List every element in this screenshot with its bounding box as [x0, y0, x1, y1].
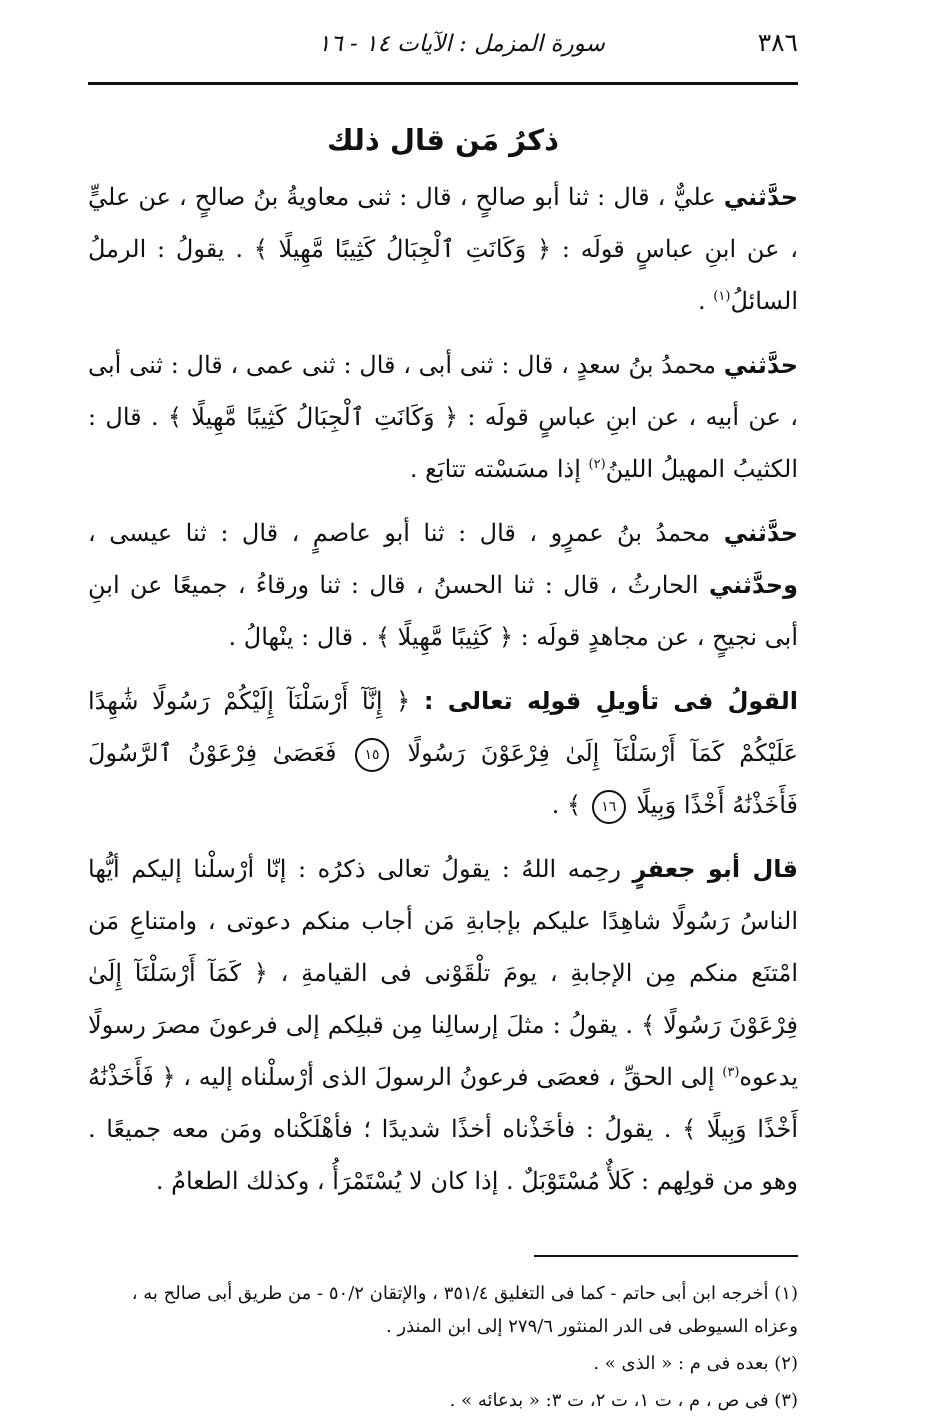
- running-title: سورة المزمل : الآيات ١٤ - ١٦: [318, 31, 605, 57]
- header-rule: [88, 82, 798, 85]
- footnote-ref: (٢): [588, 457, 606, 472]
- tafsir-heading: القولُ فى تأويلِ قولِه تعالى :: [423, 687, 798, 715]
- paragraph-4: القولُ فى تأويلِ قولِه تعالى : ﴿ إِنَّآ أَرْسَلْنَآ إِلَيْكُمْ رَسُولًا شَٰهِدًا عَلَيْكُمْ كَمَآ أَرْسَلْنَآ إِلَىٰ فِرْعَوْنَ رَسُولًا ١٥ فَعَصَىٰ فِرْعَوْنُ ٱلرَّسُولَ فَأَخَذْنَٰهُ أَخْذًا وَبِيلًا ١٦ ﴾ .: [88, 675, 798, 831]
- footnote-ref: (٣): [722, 1065, 740, 1080]
- quran-quote: ﴿ وَكَانَتِ ٱلْجِبَالُ كَثِيبًا مَّهِيلًا ﴾: [167, 403, 459, 431]
- footnote-3: (٣) فى ص ، م ، ت ١، ت ٢، ت ٣: « بدعائه » .: [449, 1390, 798, 1411]
- chain-lead-2: وحدَّثني: [708, 571, 798, 599]
- quran-quote: ﴿ وَكَانَتِ ٱلْجِبَالُ كَثِيبًا مَّهِيلًا ﴾: [253, 235, 552, 263]
- quran-quote: فَعَصَىٰ فِرْعَوْنُ ٱلرَّسُولَ فَأَخَذْنَٰهُ أَخْذًا وَبِيلًا: [88, 739, 798, 819]
- author-lead: قال أبو جعفرٍ: [632, 855, 798, 883]
- footnotes: [88, 1277, 798, 1417]
- ayah-number-marker: ١٦: [592, 790, 626, 824]
- page-number: ٣٨٦: [757, 28, 798, 57]
- quran-quote: ﴿ كَمَآ أَرْسَلْنَآ إِلَىٰ فِرْعَوْنَ رَسُولًا ﴾: [88, 959, 799, 1039]
- paragraph-5: قال أبو جعفرٍ رحِمه اللهُ : يقولُ تعالى ذكرُه : إنّا أرْسلْنا إليكم أيُّها الناسُ رَسُولًا شاهِدًا عليكم بإجابةِ مَن أجاب منكم دعوتى ، وامتناعِ مَن امْتنَع منكم مِن الإجابةِ ، يومَ تلْقَوْنى فى القيامةِ ، ﴿ كَمَآ أَرْسَلْنَآ إِلَىٰ فِرْعَوْنَ رَسُولًا ﴾ . يقولُ : مثلَ إرسالِنا مِن قبلِكم إلى فرعونَ مصرَ رسولًا يدعوه$^{(٣)}$ إلى الحقِّ ، فعصَى فرعونُ الرسولَ الذى أرْسلْناه إليه ، ﴿ فَأَخَذْنَٰهُ أَخْذًا وَبِيلًا ﴾ . يقولُ : فأخَذْناه أخذًا شديدًا ؛ فأهْلَكْناه ومَن معه جميعًا . وهو من قولِهم : كَلأٌ مُسْتَوْبَلٌ . إذا كان لا يُسْتَمْرَأُ ، وكذلك الطعامُ .: [88, 855, 799, 1195]
- footnote-2: (٢) بعده فى م : « الذى » .: [593, 1353, 798, 1374]
- paragraph-2: حدَّثني محمدُ بنُ سعدٍ ، قال : ثنى أبى ، قال : ثنى عمى ، قال : ثنى أبى ، عن أبيه ، عن ابنِ عباسٍ قولَه : ﴿ وَكَانَتِ ٱلْجِبَالُ كَثِيبًا مَّهِيلًا ﴾ . قال : الكثيبُ المهيلُ اللينُ$^{(٢)}$ إذا مسَسْته تتابَع .: [88, 351, 799, 483]
- quran-quote: ﴿ إِنَّآ أَرْسَلْنَآ إِلَيْكُمْ رَسُولًا شَٰهِدًا عَلَيْكُمْ كَمَآ أَرْسَلْنَآ إِلَىٰ فِرْعَوْنَ رَسُولًا: [88, 687, 798, 767]
- ayah-number-marker: ١٥: [355, 738, 389, 772]
- footnote-rule: [534, 1255, 798, 1257]
- footnote-ref: (١): [713, 289, 731, 304]
- chain-lead: حدَّثني: [723, 351, 799, 379]
- quran-quote: ﴿ كَثِيبًا مَّهِيلًا ﴾: [375, 623, 513, 651]
- chain-lead: حدَّثني: [723, 183, 798, 211]
- paragraph-1: حدَّثني عليٌّ ، قال : ثنا أبو صالحٍ ، قال : ثنى معاويةُ بنُ صالحٍ ، عن عليٍّ ، عن ابنِ عباسٍ قولَه : ﴿ وَكَانَتِ ٱلْجِبَالُ كَثِيبًا مَّهِيلًا ﴾ . يقولُ : الرملُ السائلُ$^{(١)}$ .: [88, 183, 798, 315]
- quran-quote: ﴿ فَأَخَذْنَٰهُ أَخْذًا وَبِيلًا ﴾: [88, 1063, 799, 1143]
- chain-lead: حدَّثني: [723, 519, 798, 547]
- paragraph-3: حدَّثني محمدُ بنُ عمرٍو ، قال : ثنا أبو عاصمٍ ، قال : ثنا عيسى ، وحدَّثني الحارثُ ، قال : ثنا الحسنُ ، قال : ثنا ورقاءُ ، جميعًا عن ابنِ أبى نجيحٍ ، عن مجاهدٍ قولَه : ﴿ كَثِيبًا مَّهِيلًا ﴾ . قال : ينْهالُ .: [88, 519, 798, 651]
- section-heading: ذكرُ مَن قال ذلك: [327, 123, 559, 157]
- footnote-1: (١) أخرجه ابن أبى حاتم - كما فى التغليق ٣٥١/٤ ، والإتقان ٥٠/٢ - من طريق أبى صالح به ، وعزاه السيوطى فى الدر المنثور ٢٧٩/٦ إلى ابن المنذر .: [131, 1283, 798, 1337]
- book-page: [88, 28, 798, 1421]
- running-header: [88, 28, 798, 80]
